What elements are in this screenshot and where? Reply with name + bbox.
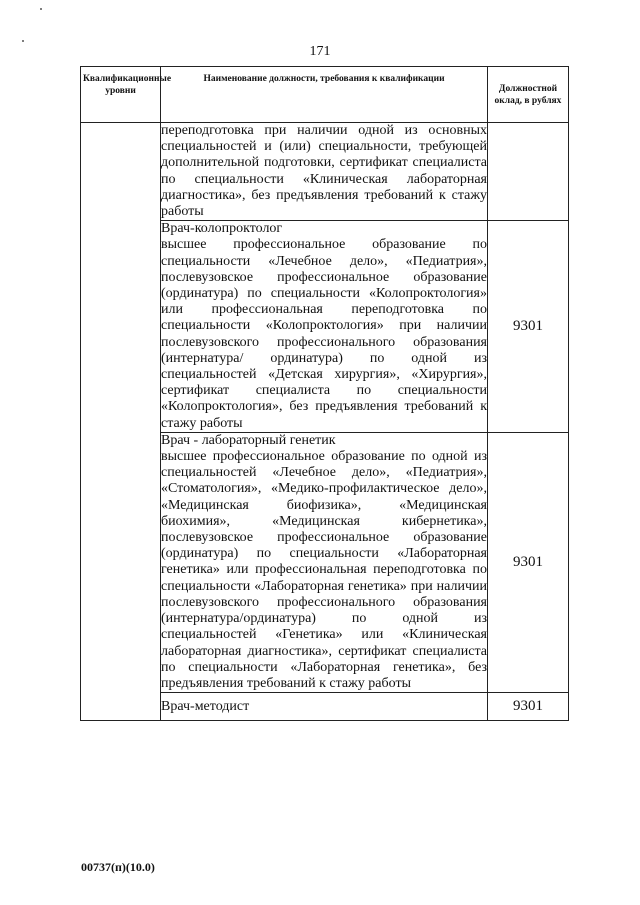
document-code: 00737(п)(10.0) xyxy=(81,860,155,874)
salary-cell: 9301 xyxy=(488,693,569,721)
description-cell xyxy=(161,123,488,221)
salary-cell: 9301 xyxy=(488,432,569,692)
scan-speck xyxy=(22,40,24,42)
header-salary: Должностной оклад, в рублях xyxy=(488,67,569,123)
table-row xyxy=(81,123,569,221)
salary-cell: 9301 xyxy=(488,221,569,433)
position-title: Врач-колопроктолог xyxy=(161,221,283,237)
header-name: Наименование должности, требования к квалификации xyxy=(161,67,488,123)
description-cell xyxy=(161,221,488,433)
position-title: Врач - лабораторный генетик xyxy=(161,432,336,448)
salary-cell xyxy=(488,123,569,221)
header-level: Квалификационные уровни xyxy=(81,67,161,123)
description-text: переподготовка при наличии одной из основных специальностей и (или) специальности, требующей дополнительной подготовки, сертификат специалиста по специальности «Клиническая лабораторная диагностика», без предъявления требований к стажу работы xyxy=(161,123,487,220)
level-cell xyxy=(81,123,161,721)
table-header-row xyxy=(81,67,569,123)
description-text: высшее профессиональное образование по одной из специальностей «Лечебное дело», «Педиатрия», «Стоматология», «Медико-профилактическое дело», «Медицинская биофизика», «Медицинская биохимия», «Медицинская кибернетика», послевузовское профессиональное образование (ординатура) по специальности «Лабораторная генетика» или профессиональная переподготовка по специальности «Лабораторная генетика» при наличии послевузовского профессионального образования (интернатура/ординатура) по одной из специальностей «Генетика» или «Клиническая лабораторная диагностика», сертификат специалиста по специальности «Лабораторная генетика», без предъявления требований к стажу работы xyxy=(161,449,487,691)
qualification-table xyxy=(80,66,569,721)
description-text: высшее профессиональное образование по специальности «Лечебное дело», «Педиатрия», послевузовское профессиональное образование (ординатура) по специальности «Колопроктология» или профессиональная переподготовка по специальности «Колопроктология» при наличии послевузовского профессионального образования (интернатура/ ординатура) по одной из специальностей «Детская хирургия», «Хирургия», сертификат специалиста по специальности «Колопроктология», без предъявления требований к стажу работы xyxy=(161,237,487,431)
description-cell xyxy=(161,432,488,692)
scan-speck xyxy=(40,8,42,10)
description-cell xyxy=(161,693,488,721)
page-number: 171 xyxy=(309,44,331,59)
position-title: Врач-методист xyxy=(161,699,250,715)
